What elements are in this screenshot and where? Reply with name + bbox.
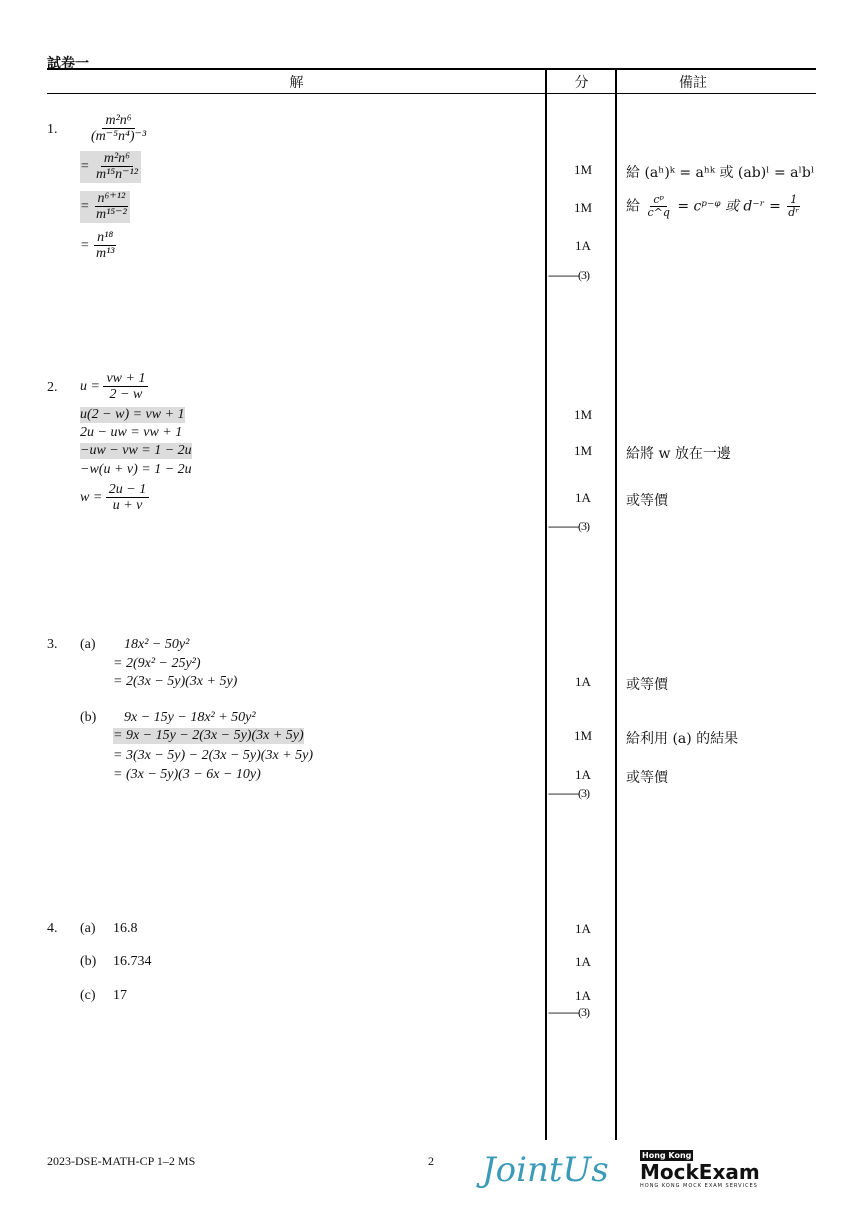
q3-total: ----------(3) bbox=[548, 786, 589, 800]
q3b-line-0: 9x − 15y − 18x² + 50y² bbox=[124, 710, 256, 725]
q3a-remark: 或等價 bbox=[626, 677, 668, 693]
q2-remark-2: 或等價 bbox=[626, 493, 668, 509]
q3b-label: (b) bbox=[80, 710, 97, 725]
q2-number: 2. bbox=[47, 380, 58, 395]
q2-line-0: u = $\frac{vw + 1}{2 - w}$ bbox=[80, 371, 148, 403]
q3a-line-0: 18x² − 50y² bbox=[124, 637, 190, 652]
q1-mark-1: 1M bbox=[573, 162, 593, 177]
footer-paper-code: 2023-DSE-MATH-CP 1–2 MS bbox=[47, 1154, 196, 1168]
q4-total: ----------(3) bbox=[548, 1005, 589, 1019]
q1-line-2: = $\frac{\text{n⁶⁺¹²}}{\text{m¹⁵⁻²}}$ bbox=[80, 191, 130, 223]
q4b-mark: 1A bbox=[575, 954, 591, 969]
q2-line-5: w = $\frac{2u - 1}{u + v}$ bbox=[80, 482, 149, 514]
paper-title: 試卷一 bbox=[47, 56, 89, 72]
q1-line-1: = $\frac{\text{m²n⁶}}{\text{m¹⁵n⁻¹²}}$ bbox=[80, 151, 141, 183]
q3b-remark-1: 給利用 (a) 的結果 bbox=[626, 731, 739, 747]
q3b-line-1: = 9x − 15y − 2(3x − 5y)(3x + 5y) bbox=[113, 728, 304, 743]
q3b-remark-2: 或等價 bbox=[626, 770, 668, 786]
q2-mark-1: 1M bbox=[573, 407, 593, 422]
q2-mark-3: 1A bbox=[575, 490, 591, 505]
q3a-line-1: = 2(9x² − 25y²) bbox=[113, 656, 201, 671]
q3b-line-2: = 3(3x − 5y) − 2(3x − 5y)(3x + 5y) bbox=[113, 748, 313, 763]
header-bottom-rule bbox=[47, 93, 816, 94]
q1-total: ----------(3) bbox=[548, 268, 589, 282]
q1-number: 1. bbox=[47, 122, 58, 137]
mockexam-logo-top: Hong Kong bbox=[642, 1151, 692, 1160]
q2-line-1: u(2 − w) = vw + 1 bbox=[80, 407, 185, 422]
q4b-value: 16.734 bbox=[113, 954, 152, 969]
q2-total: ----------(3) bbox=[548, 519, 589, 533]
q4-number: 4. bbox=[47, 921, 58, 936]
q1-mark-3: 1A bbox=[575, 238, 591, 253]
q1-mark-2: 1M bbox=[573, 200, 593, 215]
q1-line-0: $\frac{\text{m²n⁶}}{\text{(m⁻⁵n⁴)⁻³}}$ bbox=[91, 113, 147, 145]
header-top-rule bbox=[47, 68, 816, 70]
mockexam-logo-sub: HONG KONG MOCK EXAM SERVICES bbox=[640, 1183, 758, 1189]
q3-number: 3. bbox=[47, 637, 58, 652]
mockexam-logo: MockExam bbox=[640, 1160, 760, 1184]
col-remarks-heading: 備註 bbox=[679, 75, 707, 91]
q2-line-2: 2u − uw = vw + 1 bbox=[80, 425, 183, 440]
q3b-line-3: = (3x − 5y)(3 − 6x − 10y) bbox=[113, 767, 261, 782]
q2-line-3: −uw − vw = 1 − 2u bbox=[80, 443, 192, 458]
q1-line-3: = $\frac{\text{n¹⁸}}{\text{m¹³}}$ bbox=[80, 230, 115, 262]
q1-remark-2: 給 $\frac{\text{cᵖ}}{c\^{}q}$ = cᵖ⁻ᵠ 或 d⁻ʳ = $\frac{1}{\text{dʳ}}$ bbox=[626, 193, 800, 220]
jointus-logo: JointUs bbox=[482, 1150, 609, 1190]
q2-remark-1: 給將 w 放在一邊 bbox=[626, 446, 731, 462]
q4c-label: (c) bbox=[80, 988, 96, 1003]
q4c-mark: 1A bbox=[575, 988, 591, 1003]
q1-remark-1: 給 (aʰ)ᵏ = aʰᵏ 或 (ab)ˡ = aˡbˡ bbox=[626, 165, 815, 181]
col-divider-1 bbox=[545, 68, 547, 1140]
col-solution-heading: 解 bbox=[289, 75, 304, 91]
q4a-value: 16.8 bbox=[113, 921, 138, 936]
q3a-line-2: = 2(3x − 5y)(3x + 5y) bbox=[113, 674, 238, 689]
q3b-mark-2: 1A bbox=[575, 767, 591, 782]
q3a-label: (a) bbox=[80, 637, 96, 652]
q4c-value: 17 bbox=[113, 988, 127, 1003]
col-divider-2 bbox=[615, 68, 617, 1140]
q3a-mark: 1A bbox=[575, 674, 591, 689]
q3b-mark-1: 1M bbox=[573, 728, 593, 743]
footer-page-number: 2 bbox=[428, 1154, 434, 1168]
col-marks-heading: 分 bbox=[574, 75, 589, 91]
q2-mark-2: 1M bbox=[573, 443, 593, 458]
q4b-label: (b) bbox=[80, 954, 97, 969]
q4a-label: (a) bbox=[80, 921, 96, 936]
q4a-mark: 1A bbox=[575, 921, 591, 936]
q2-line-4: −w(u + v) = 1 − 2u bbox=[80, 462, 192, 477]
